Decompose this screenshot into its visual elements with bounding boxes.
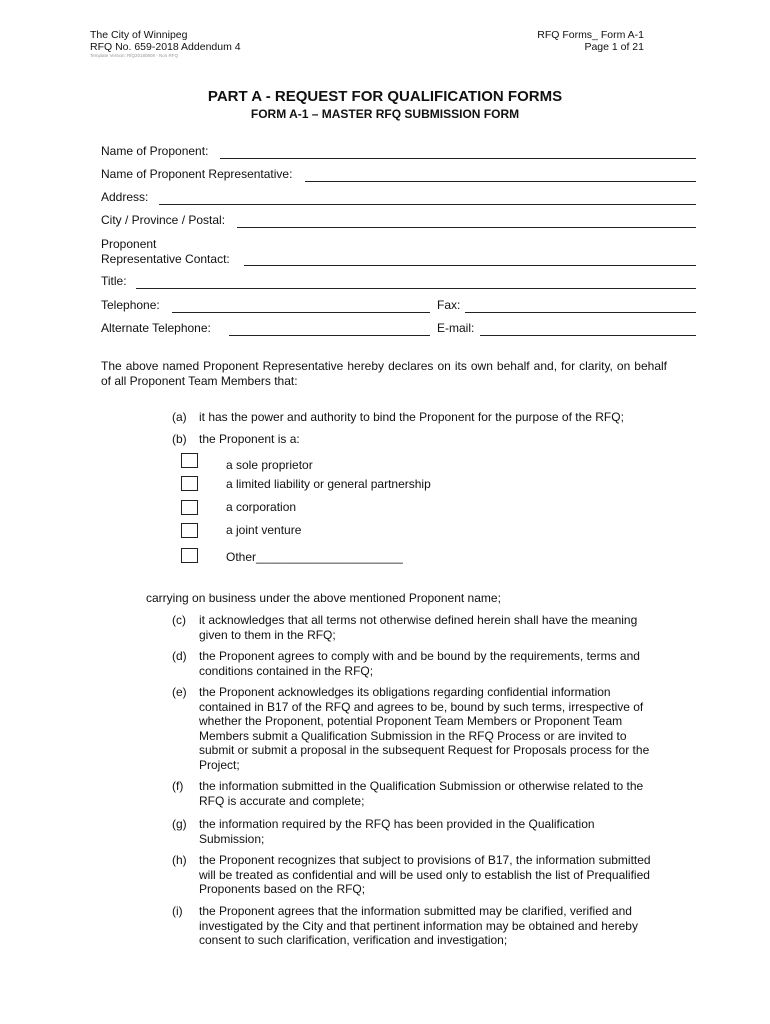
item-mark: (e): [172, 685, 187, 699]
item-text-line: the information required by the RFQ has been provided in the Qualification: [199, 817, 595, 831]
item-text-line: contained in B17 of the RFQ and agrees to be, bound by such terms, irrespective of: [199, 699, 644, 714]
representative-name-label: Name of Proponent Representative:: [101, 167, 293, 181]
item-text-line: the Proponent agrees to comply with and be bound by the requirements, terms and: [199, 649, 640, 663]
other-checkbox[interactable]: [181, 548, 198, 563]
item-text-line: Submission;: [199, 831, 265, 846]
item-mark: (f): [172, 779, 184, 793]
address-field[interactable]: [159, 204, 696, 205]
telephone-field[interactable]: [172, 312, 430, 313]
alternate-telephone-label: Alternate Telephone:: [101, 321, 211, 335]
item-text-line: Members submit a Qualification Submission in the RFQ Process or are invited to: [199, 728, 627, 743]
item-text-line: it acknowledges that all terms not otherwise defined herein shall have the meaning: [199, 613, 638, 627]
item-text-line: will be treated as confidential and will be used only to establish the list of Prequalified: [199, 867, 650, 882]
partnership-checkbox[interactable]: [181, 476, 198, 491]
name-of-proponent-label: Name of Proponent:: [101, 144, 209, 158]
item-b-text: the Proponent is a:: [199, 432, 300, 446]
form-subtitle: FORM A-1 – MASTER RFQ SUBMISSION FORM: [250, 107, 520, 121]
corporation-label: a corporation: [226, 500, 297, 514]
fax-field[interactable]: [465, 312, 696, 313]
fax-label: Fax:: [437, 298, 461, 312]
joint-venture-checkbox[interactable]: [181, 523, 198, 538]
joint-venture-label: a joint venture: [226, 523, 302, 537]
header-org: The City of Winnipeg: [90, 29, 188, 41]
partnership-label: a limited liability or general partnership: [226, 477, 431, 491]
item-text-line: investigated by the City and that pertinent information may be obtained and hereby: [199, 918, 638, 933]
item-text-line: submit or submit a proposal in the subsequent Request for Proposals process for the: [199, 743, 650, 757]
item-text-line: Project;: [199, 757, 240, 772]
item-text-line: the Proponent acknowledges its obligations regarding confidential information: [199, 685, 611, 699]
corporation-checkbox[interactable]: [181, 500, 198, 515]
contact-label-line2: Representative Contact:: [101, 252, 230, 266]
title-field[interactable]: [136, 288, 696, 289]
title-label: Title:: [101, 274, 127, 288]
telephone-label: Telephone:: [101, 298, 160, 312]
item-mark: (c): [172, 613, 186, 627]
item-text-line: the information submitted in the Qualification Submission or otherwise related to the: [199, 779, 644, 793]
item-text-line: conditions contained in the RFQ;: [199, 663, 374, 678]
header-form-ref: RFQ Forms_ Form A-1: [537, 29, 644, 41]
item-mark: (h): [172, 853, 187, 867]
item-mark: (d): [172, 649, 187, 663]
name-of-proponent-field[interactable]: [220, 158, 696, 159]
item-mark: (g): [172, 817, 187, 831]
item-text-line: given to them in the RFQ;: [199, 627, 336, 642]
item-text-line: consent to such clarification, verification and investigation;: [199, 933, 508, 947]
city-province-postal-label: City / Province / Postal:: [101, 213, 226, 227]
sole-proprietor-checkbox[interactable]: [181, 453, 198, 468]
page-title: PART A - REQUEST FOR QUALIFICATION FORMS: [207, 88, 563, 105]
contact-label-line1: Proponent: [101, 237, 157, 251]
representative-contact-field[interactable]: [244, 265, 696, 266]
header-rfq-number: RFQ No. 659-2018 Addendum 4: [90, 41, 241, 53]
item-a-mark: (a): [172, 410, 187, 424]
item-text-line: the Proponent agrees that the information submitted may be clarified, verified and: [199, 904, 632, 918]
header-template-version: Template Version: RfQ20180808 - Non RFQ: [90, 53, 179, 58]
carrying-on-text: carrying on business under the above mentioned Proponent name;: [146, 591, 501, 605]
item-text-line: the Proponent recognizes that subject to provisions of B17, the information submitted: [199, 853, 651, 867]
header-page-number: Page 1 of 21: [584, 41, 644, 53]
item-mark: (i): [172, 904, 183, 918]
item-text-line: Proponents based on the RFQ;: [199, 882, 366, 896]
item-text-line: RFQ is accurate and complete;: [199, 793, 365, 808]
email-field[interactable]: [480, 335, 696, 336]
address-label: Address:: [101, 190, 149, 204]
alternate-telephone-field[interactable]: [229, 335, 430, 336]
item-text-line: whether the Proponent, potential Proponent Team Members or Proponent Team: [199, 714, 623, 728]
other-label: Other______________________: [226, 550, 403, 564]
sole-proprietor-label: a sole proprietor: [226, 458, 313, 472]
email-label: E-mail:: [437, 321, 475, 335]
city-province-postal-field[interactable]: [237, 227, 696, 228]
item-a-text: it has the power and authority to bind the Proponent for the purpose of the RFQ;: [199, 410, 624, 424]
representative-name-field[interactable]: [305, 181, 696, 182]
declaration-paragraph: The above named Proponent Representative hereby declares on its own behalf and, for clarity, on behalf of all Proponent Team Members that:: [101, 359, 667, 388]
item-b-mark: (b): [172, 432, 187, 446]
